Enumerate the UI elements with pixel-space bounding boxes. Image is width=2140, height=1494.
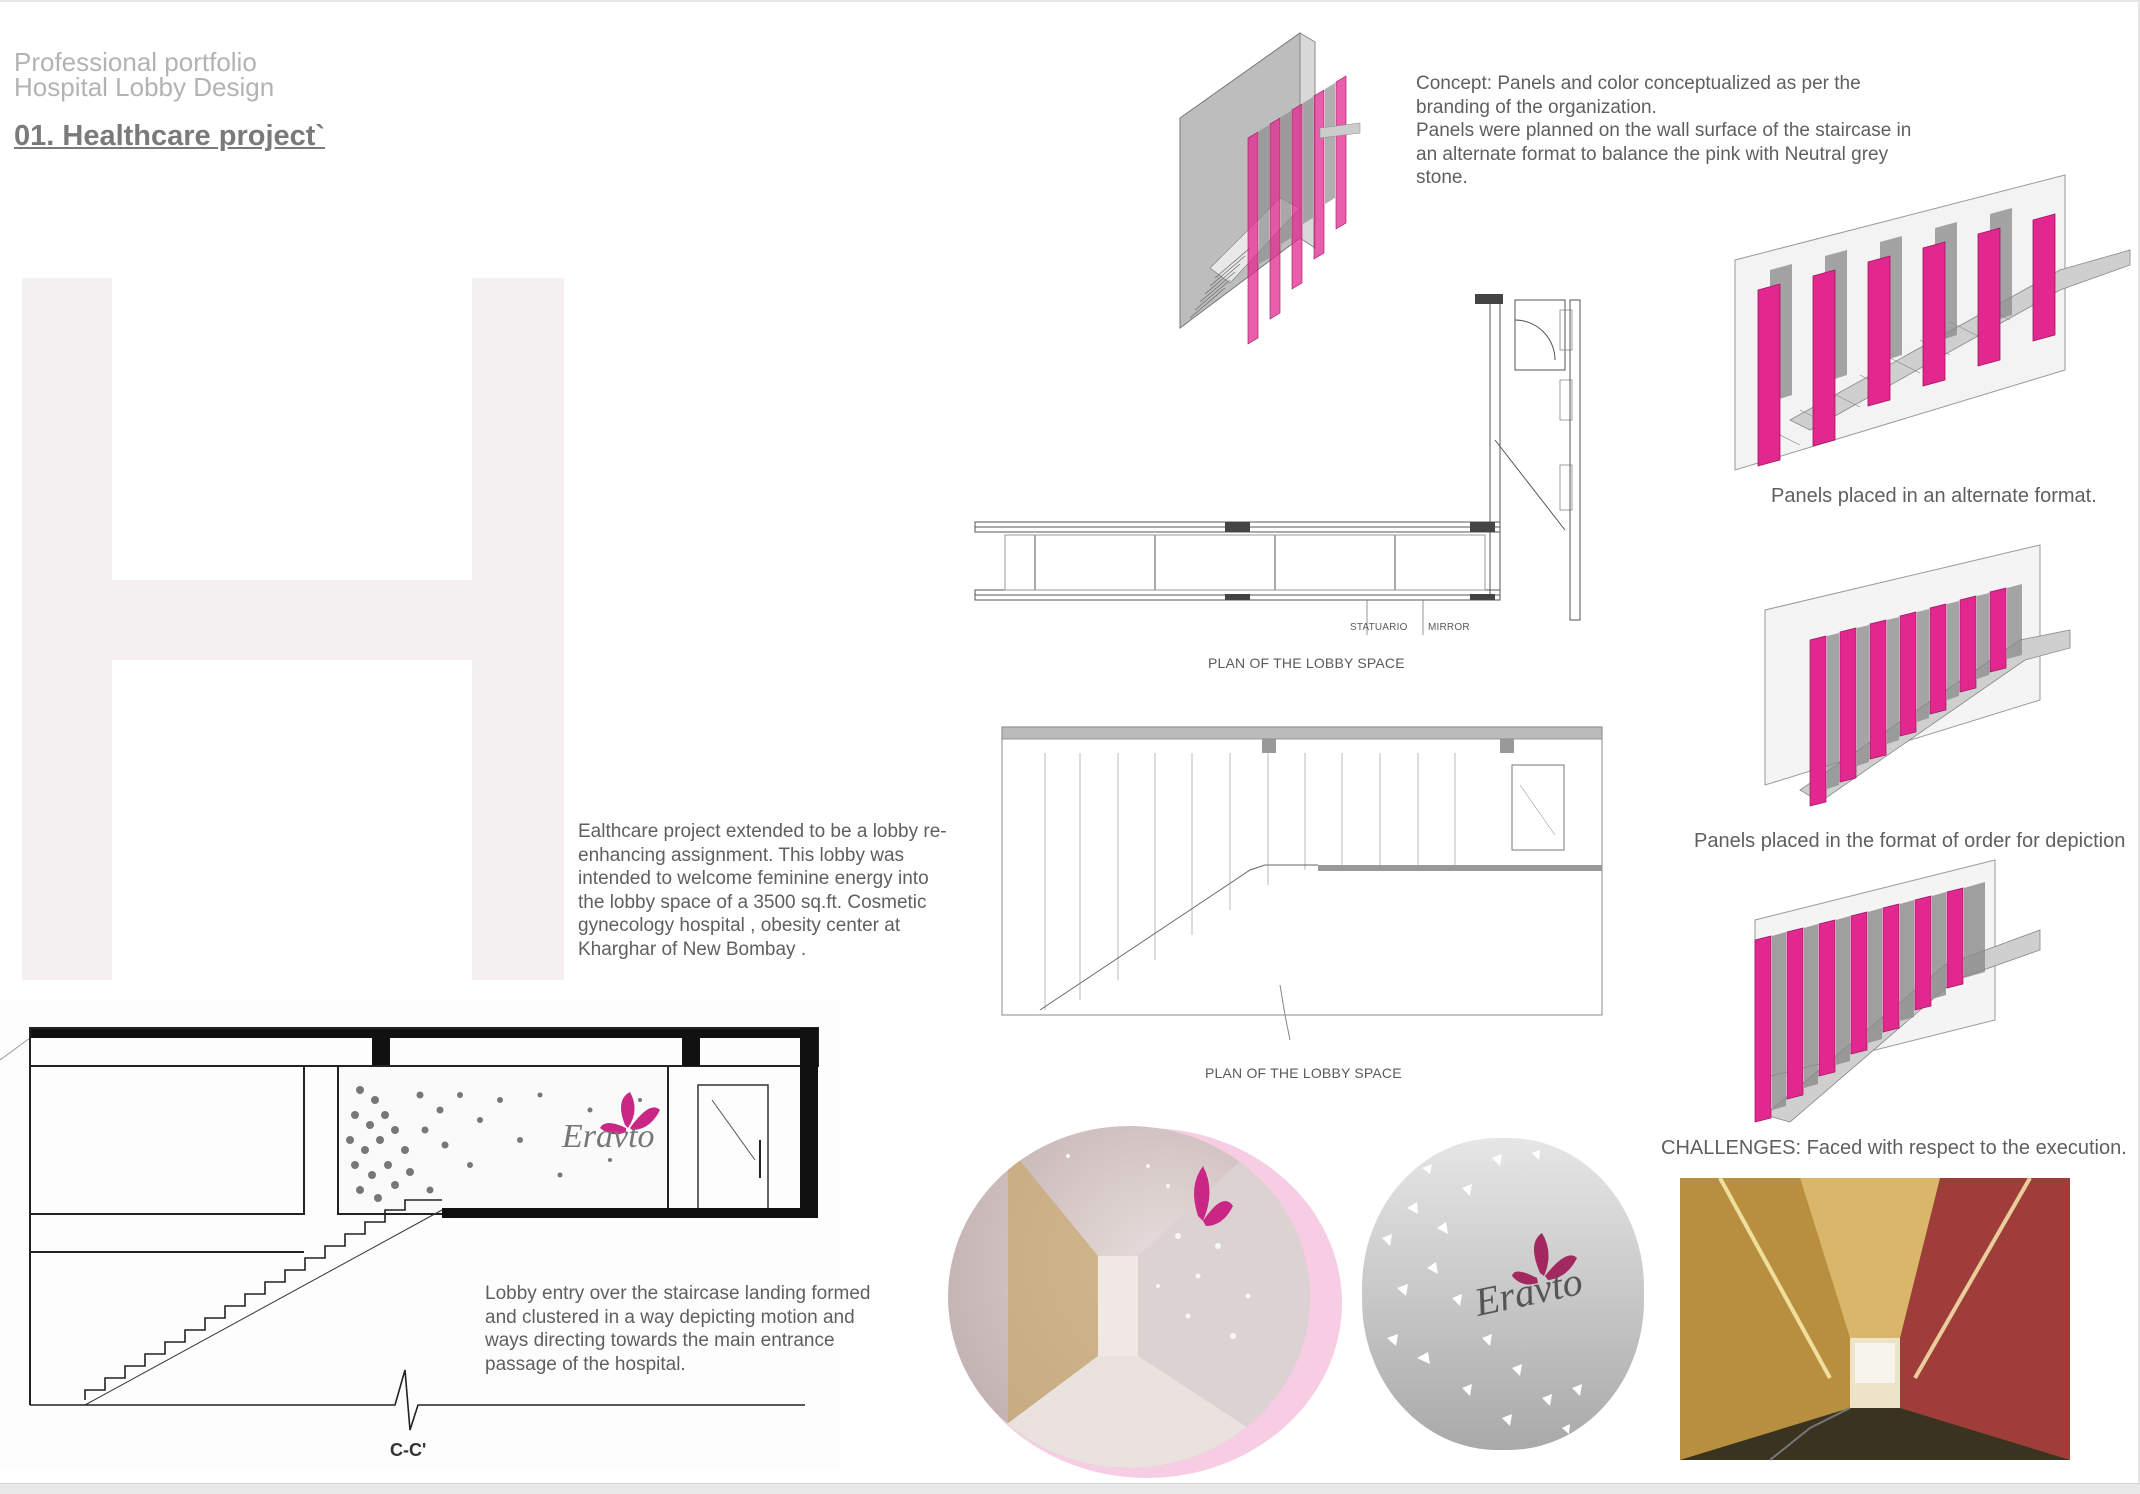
render-panel-closeup-photo (1362, 1138, 1644, 1450)
render-staircase-panels (1745, 860, 2045, 1125)
intro-paragraph: Ealthcare project extended to be a lobby re-enhancing assignment. This lobby was intended to welcome feminine energy into the lobby space of a 3500 sq.ft. Cosmetic gynecology hospital , obesity center at Kharghar of New Bombay . (578, 821, 947, 960)
render-corridor-photo (948, 1126, 1310, 1468)
project-subtitle: Hospital Lobby Design (14, 72, 275, 102)
lobby-elevation-drawing (1000, 725, 1610, 1040)
mirror-label: MIRROR (1428, 622, 1470, 633)
lobby-floor-plan (975, 290, 1635, 630)
caption-challenges: CHALLENGES: Faced with respect to the execution. (1661, 1137, 2127, 1159)
decorative-letter-h (22, 278, 564, 980)
statuario-label: STATUARIO (1350, 622, 1408, 633)
caption-order-format: Panels placed in the format of order for depiction (1694, 830, 2126, 852)
project-title: 01. Healthcare project` (14, 120, 326, 152)
section-label: C-C' (390, 1440, 427, 1460)
plan-caption-1: PLAN OF THE LOBBY SPACE (1208, 655, 1405, 671)
staircase-section-drawing (0, 1000, 840, 1470)
page-bottom-bar (0, 1483, 2140, 1494)
render-alternate-panels (1730, 170, 2130, 470)
brand-logo-closeup: Eravto (1470, 1258, 1587, 1325)
concept-line: Concept: Panels and color conceptualized as per the branding of the organization. (1416, 73, 1861, 118)
lobby-entry-paragraph: Lobby entry over the staircase landing formed and clustered in a way depicting motion and ways directing towards the main entrance passage of the hospital. (485, 1283, 871, 1375)
portfolio-label: Professional portfolio (14, 47, 257, 77)
render-ordered-panels (1760, 540, 2080, 810)
brand-logo-text: Eravto (562, 1118, 655, 1155)
challenges-corridor-photo (1680, 1178, 2070, 1460)
plan-caption-2: PLAN OF THE LOBBY SPACE (1205, 1065, 1402, 1081)
panels-planned-line: Panels were planned on the wall surface of the staircase in an alternate format to balance the pink with Neutral grey stone. (1416, 120, 1912, 188)
corridor-illustration (948, 1126, 1310, 1468)
top-border (0, 0, 2140, 2)
caption-alternate-format: Panels placed in an alternate format. (1771, 485, 2097, 507)
